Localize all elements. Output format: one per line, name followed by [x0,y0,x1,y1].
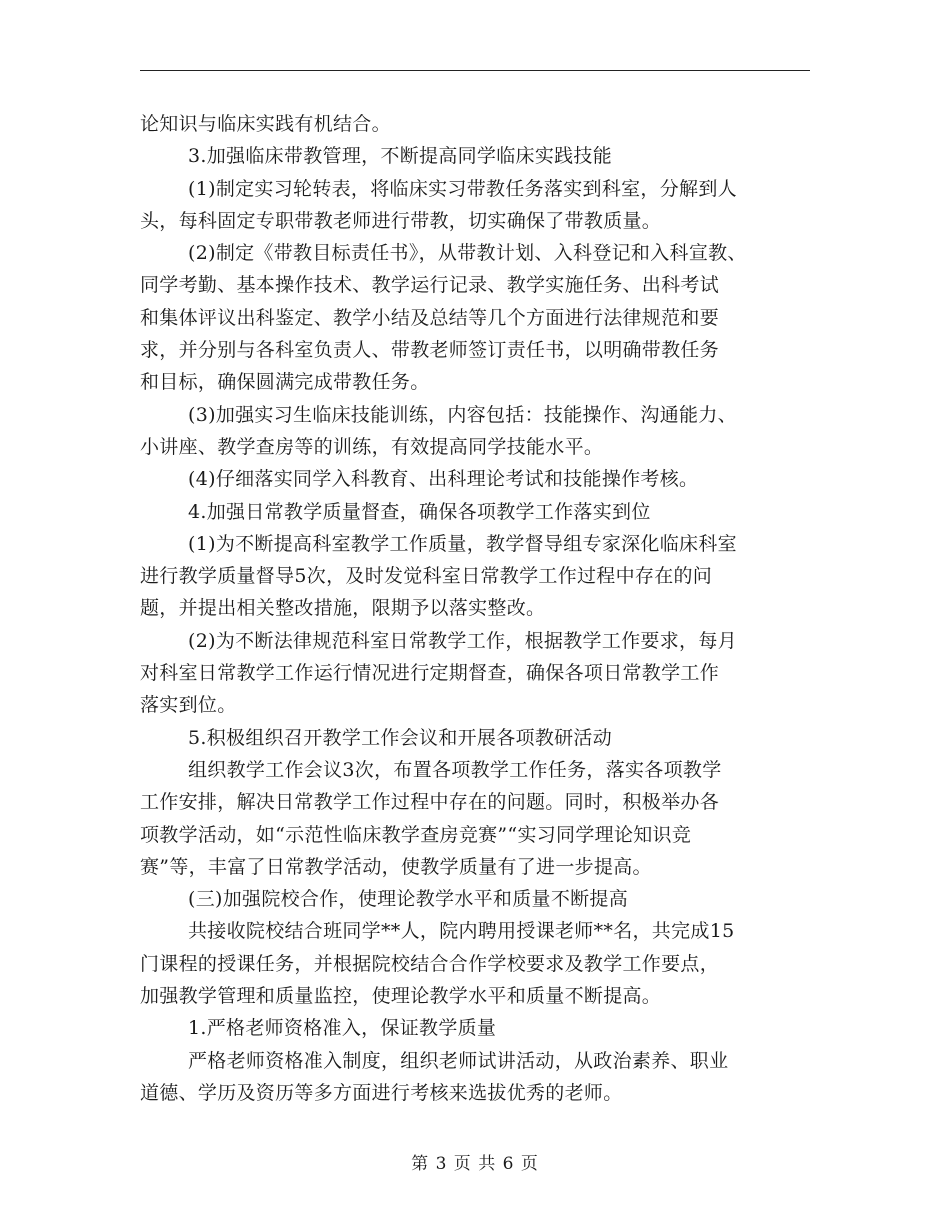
text-line: 论知识与临床实践有机结合。 [140,113,391,135]
text-line: (1)制定实习轮转表，将临床实习带教任务落实到科室，分解到人 [188,177,737,200]
text-line: 落实到位。 [140,694,237,717]
text-line: 道德、学历及资历等多方面进行考核来选拔优秀的老师。 [140,1081,623,1104]
header-rule [140,70,810,71]
text-line: (2)制定《带教目标责任书》，从带教计划、入科登记和入科宣教、 [188,242,747,265]
text-line: 题，并提出相关整改措施，限期予以落实整改。 [140,597,546,620]
text-line: 和集体评议出科鉴定、教学小结及总结等几个方面进行法律规范和要 [140,306,720,329]
text-line: 加强教学管理和质量监控，使理论教学水平和质量不断提高。 [140,985,662,1008]
text-line: 赛”等，丰富了日常教学活动，使教学质量有了进一步提高。 [140,855,652,878]
text-line: 对科室日常教学工作运行情况进行定期督查，确保各项日常教学工作 [140,662,720,685]
text-line: 项教学活动，如“示范性临床教学查房竞赛”“实习同学理论知识竞 [140,823,692,846]
text-line: (2)为不断法律规范科室日常教学工作，根据教学工作要求，每月 [188,629,737,652]
text-line: (4)仔细落实同学入科教育、出科理论考试和技能操作考核。 [188,468,699,491]
page-footer: 第 3 页 共 6 页 [411,1154,539,1174]
text-line: 小讲座、教学查房等的训练，有效提高同学技能水平。 [140,435,604,458]
text-line: (1)为不断提高科室教学工作质量，教学督导组专家深化临床科室 [188,532,737,555]
text-line: 1.严格老师资格准入，保证教学质量 [188,1017,497,1040]
text-line: 共接收院校结合班同学**人，院内聘用授课老师**名，共完成15 [188,920,735,943]
text-line: 进行教学质量督导5次，及时发觉科室日常教学工作过程中存在的问 [140,565,713,588]
text-line: 组织教学工作会议3次，布置各项教学工作任务，落实各项教学 [188,758,722,781]
text-line: 工作安排，解决日常教学工作过程中存在的问题。同时，积极举办各 [140,791,720,814]
text-line: 头，每科固定专职带教老师进行带教，切实确保了带教质量。 [140,209,662,232]
text-line: (3)加强实习生临床技能训练，内容包括：技能操作、沟通能力、 [188,403,737,426]
text-line: 5.积极组织召开教学工作会议和开展各项教研活动 [188,726,613,749]
text-line: 同学考勤、基本操作技术、教学运行记录、教学实施任务、出科考试 [140,274,720,297]
text-line: 和目标，确保圆满完成带教任务。 [140,371,430,394]
text-line: 3.加强临床带教管理，不断提高同学临床实践技能 [188,145,613,168]
text-line: (三)加强院校合作，使理论教学水平和质量不断提高 [188,888,629,911]
text-line: 严格老师资格准入制度，组织老师试讲活动，从政治素养、职业 [188,1049,729,1072]
text-line: 门课程的授课任务，并根据院校结合合作学校要求及教学工作要点， [140,952,720,975]
text-line: 求，并分别与各科室负责人、带教老师签订责任书，以明确带教任务 [140,339,720,362]
document-body [140,108,812,1109]
text-line: 4.加强日常教学质量督查，确保各项教学工作落实到位 [188,500,651,523]
